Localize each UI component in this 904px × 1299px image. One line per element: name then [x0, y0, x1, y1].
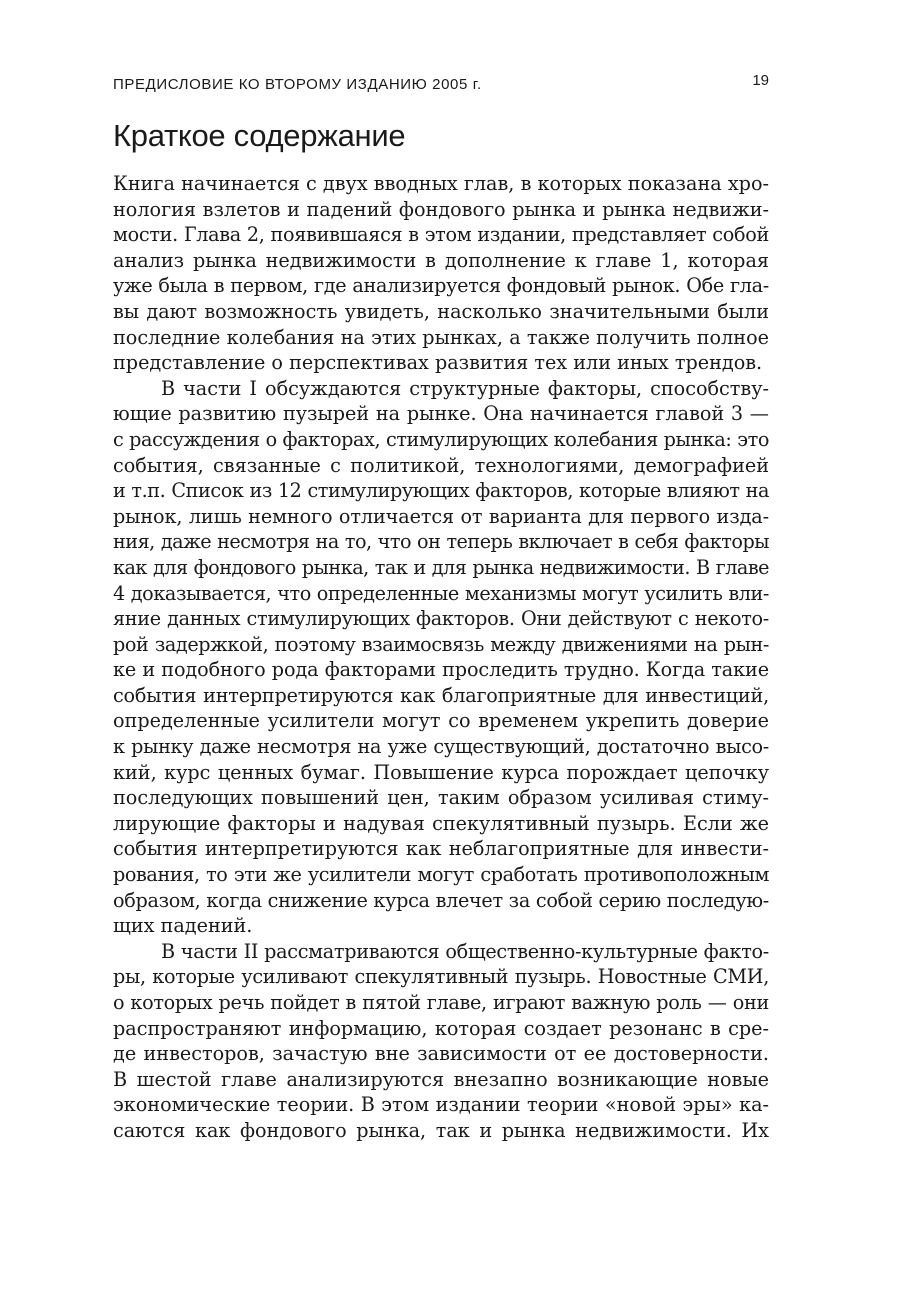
text-line: ке и подобного рода факторами проследить трудно. Когда такие: [113, 658, 769, 682]
text-line: анализ рынка недвижимости в дополнение к главе 1, которая: [113, 248, 769, 272]
text-line: рой задержкой, поэтому взаимосвязь между движениями на рын-: [113, 632, 769, 656]
text-line: лирующие факторы и надувая спекулятивный пузырь. Если же: [113, 811, 769, 835]
text-line: ющие развитию пузырей на рынке. Она начинается главой 3 —: [113, 402, 769, 426]
text-line: кий, курс ценных бумаг. Повышение курса порождает цепочку: [113, 760, 769, 784]
text-line: распространяют информацию, которая создает резонанс в сре-: [113, 1016, 769, 1040]
paragraph-part-two: [113, 939, 769, 1144]
text-line: о которых речь пойдет в пятой главе, играют важную роль — они: [113, 991, 769, 1014]
text-line: образом, когда снижение курса влечет за собой серию последую-: [113, 888, 769, 912]
running-header-title: ПРЕДИСЛОВИЕ КО ВТОРОМУ ИЗДАНИЮ 2005 г.: [113, 76, 482, 93]
text-line: рынок, лишь немного отличается от варианта для первого изда-: [113, 504, 769, 528]
text-line: нология взлетов и падений фондового рынка и рынка недвижи-: [113, 197, 769, 221]
text-line: события интерпретируются как благоприятные для инвестиций,: [113, 683, 769, 707]
text-line: к рынку даже несмотря на уже существующий, достаточно высо-: [113, 735, 769, 759]
text-line: последующих повышений цен, таким образом усиливая стиму-: [113, 786, 769, 810]
text-line: В части I обсуждаются структурные факторы, способству-: [161, 376, 769, 400]
text-line: В шестой главе анализируются внезапно возникающие новые: [113, 1067, 769, 1091]
text-line: с рассуждения о факторах, стимулирующих колебания рынка: это: [113, 427, 769, 451]
text-line: события, связанные с политикой, технологиями, демографией: [113, 453, 769, 477]
text-line: ния, даже несмотря на то, что он теперь включает в себя факторы: [113, 530, 769, 554]
text-line: В части II рассматриваются общественно-культурные факто-: [161, 939, 769, 963]
text-line: уже была в первом, где анализируется фондовый рынок. Обе гла-: [113, 274, 769, 298]
text-line: вы дают возможность увидеть, насколько значительными были: [113, 299, 769, 323]
text-line: рования, то эти же усилители могут сработать противоположным: [113, 863, 769, 887]
text-line: ры, которые усиливают спекулятивный пузырь. Новостные СМИ,: [113, 965, 769, 989]
text-line: яние данных стимулирующих факторов. Они действуют с некото-: [113, 607, 769, 631]
body-text: [113, 171, 769, 1144]
paragraph-intro: [113, 171, 769, 376]
text-line: мости. Глава 2, появившаяся в этом издании, представляет собой: [113, 223, 769, 247]
text-line: 4 доказывается, что определенные механизмы могут усилить вли-: [113, 581, 769, 605]
text-line: представление о перспективах развития тех или иных трендов.: [113, 351, 763, 375]
section-title: Краткое содержание: [113, 118, 406, 153]
text-line: Книга начинается с двух вводных глав, в которых показана хро-: [113, 172, 769, 195]
text-line: как для фондового рынка, так и для рынка недвижимости. В главе: [113, 555, 769, 579]
text-line: экономические теории. В этом издании теории «новой эры» ка-: [113, 1093, 769, 1117]
paragraph-part-one: [113, 376, 769, 939]
text-line: события интерпретируются как неблагоприятные для инвести-: [113, 837, 769, 861]
text-line: определенные усилители могут со временем укрепить доверие: [113, 709, 769, 733]
page-number: 19: [752, 72, 769, 89]
text-line: саются как фондового рынка, так и рынка недвижимости. Их: [113, 1118, 769, 1142]
text-line: де инвесторов, зачастую вне зависимости от ее достоверности.: [113, 1042, 769, 1066]
text-line: щих падений.: [113, 914, 253, 938]
text-line: и т.п. Список из 12 стимулирующих факторов, которые влияют на: [113, 479, 769, 503]
text-line: последние колебания на этих рынках, а также получить полное: [113, 325, 769, 349]
